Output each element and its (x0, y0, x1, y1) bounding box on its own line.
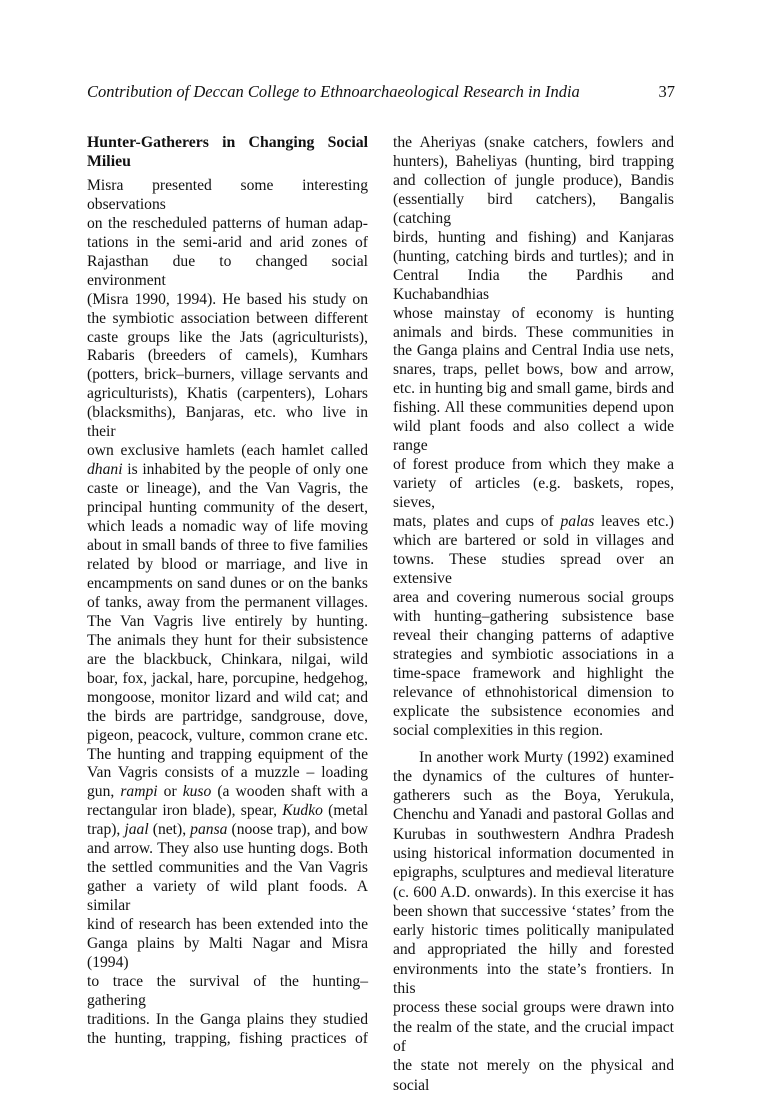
text-line: own exclusive hamlets (each hamlet called (87, 442, 368, 460)
text-line: mongoose, monitor lizard and wild cat; and (87, 688, 368, 706)
text-line: (hunting, catching birds and turtles); and in (393, 247, 674, 265)
text-line: the Ganga plains and Central India use nets, (393, 342, 674, 360)
text-line: principal hunting community of the desert, (87, 499, 368, 517)
text-line: been shown that successive ‘states’ from the (393, 902, 674, 920)
text-line: rectangular iron blade), spear, Kudko (metal (87, 802, 368, 820)
text-line: (c. 600 A.D. onwards). In this exercise it has (393, 883, 674, 901)
text-line: environments into the state’s frontiers. In this (393, 960, 674, 998)
text-line: social complexities in this region. (393, 721, 604, 739)
section-heading-line: Milieu (87, 152, 131, 170)
text-line: whose mainstay of economy is hunting (393, 304, 674, 322)
text-line: Central India the Pardhis and Kuchabandhias (393, 266, 674, 303)
text-line: gun, rampi or kuso (a wooden shaft with a (87, 783, 368, 801)
text-line: variety of articles (e.g. baskets, ropes, sieves, (393, 475, 674, 512)
text-line: the Aheriyas (snake catchers, fowlers and (393, 134, 674, 151)
text-line: (potters, brick–burners, village servants and (87, 366, 368, 384)
text-line: and collection of jungle produce), Bandis (393, 171, 674, 189)
text-line: snares, traps, pellet bows, bow and arrow, (393, 361, 674, 379)
text-line: kind of research has been extended into the (87, 916, 368, 934)
text-line: of forest produce from which they make a (393, 456, 674, 474)
text-line: wild plant foods and also collect a wide range (393, 418, 674, 455)
text-line: strategies and symbiotic associations in a (393, 645, 674, 663)
text-line: gather a variety of wild plant foods. A similar (87, 878, 368, 915)
text-line: which leads a nomadic way of life moving (87, 518, 368, 536)
text-line: mats, plates and cups of palas leaves etc.) (393, 513, 674, 531)
text-line: boar, fox, jackal, hare, porcupine, hedgehog, (87, 669, 368, 687)
text-line: about in small bands of three to five families (87, 537, 368, 555)
text-line: (Misra 1990, 1994). He based his study on (87, 290, 368, 308)
text-line: the state not merely on the physical and social (393, 1057, 674, 1094)
text-line: which are bartered or sold in villages and (393, 532, 674, 550)
text-line: pigeon, peacock, vulture, common crane etc. (87, 726, 368, 744)
running-title: Contribution of Deccan College to Ethnoarchaeological Research in India (87, 82, 580, 101)
page-number: 37 (658, 82, 675, 101)
text-line: The animals they hunt for their subsistence (87, 631, 368, 649)
text-line: traditions. In the Ganga plains they studied (87, 1010, 368, 1028)
text-line: explicate the subsistence economies and (393, 702, 674, 720)
text-line: using historical information documented in (393, 844, 674, 862)
text-line: animals and birds. These communities in (393, 323, 674, 341)
text-line: towns. These studies spread over an extensive (393, 550, 674, 587)
text-line: the hunting, trapping, fishing practices of (87, 1029, 368, 1047)
text-line: area and covering numerous social groups (393, 588, 674, 606)
text-line: (blacksmiths), Banjaras, etc. who live in their (87, 404, 368, 441)
text-line: caste or lineage), and the Van Vagris, the (87, 480, 368, 498)
text-line: to trace the survival of the hunting–gathering (87, 972, 368, 1009)
text-line: etc. in hunting big and small game, birds and (393, 380, 674, 398)
text-line: Chenchu and Yanadi and pastoral Gollas and (393, 806, 674, 824)
text-line: time-space framework and highlight the (393, 664, 674, 682)
text-line: birds, hunting and fishing) and Kanjaras (393, 228, 674, 246)
text-line: the dynamics of the cultures of hunter- (393, 767, 674, 785)
text-line: with hunting–gathering subsistence base (393, 607, 674, 625)
text-line: Van Vagris consists of a muzzle – loading (87, 764, 368, 782)
text-line: are the blackbuck, Chinkara, nilgai, wild (87, 650, 368, 668)
text-line: relevance of ethnohistorical dimension to (393, 683, 674, 701)
text-line: encampments on sand dunes or on the banks (87, 574, 368, 592)
text-line: Rabaris (breeders of camels), Kumhars (87, 347, 368, 365)
text-line: reveal their changing patterns of adaptive (393, 626, 674, 644)
left-column (87, 134, 368, 1049)
text-line: agriculturists), Khatis (carpenters), Lohars (87, 385, 368, 403)
text-line: Misra presented some interesting observations (87, 176, 368, 213)
text-line: the settled communities and the Van Vagris (87, 859, 368, 877)
paragraph (87, 177, 368, 1049)
text-line: fishing. All these communities depend upon (393, 399, 674, 417)
text-line: and appropriated the hilly and forested (393, 941, 674, 959)
section-heading-line: Hunter-Gatherers in Changing Social (87, 134, 368, 151)
paragraph (393, 748, 674, 1095)
text-line: hunters), Baheliyas (hunting, bird trapping (393, 152, 674, 170)
text-line: (essentially bird catchers), Bangalis (catching (393, 190, 674, 227)
text-line: early historic times politically manipulated (393, 922, 674, 940)
text-line: the realm of the state, and the crucial impact of (393, 1018, 674, 1055)
text-line: on the rescheduled patterns of human adap- (87, 214, 368, 232)
text-line: trap), jaal (net), pansa (noose trap), and bow (87, 821, 369, 839)
text-line: caste groups like the Jats (agriculturists), (87, 328, 368, 346)
text-line: process these social groups were drawn into (393, 999, 674, 1017)
paragraph (393, 134, 674, 741)
text-line: epigraphs, sculptures and medieval literature (393, 864, 674, 882)
right-column (393, 134, 674, 1095)
text-line: The hunting and trapping equipment of the (87, 745, 368, 763)
text-line: In another work Murty (1992) examined (419, 748, 674, 766)
text-line: of tanks, away from the permanent villages. (87, 593, 368, 611)
text-line: Ganga plains by Malti Nagar and Misra (1994) (87, 935, 368, 971)
text-line: dhani is inhabited by the people of only one (87, 461, 368, 479)
text-line: the birds are partridge, sandgrouse, dove, (87, 707, 368, 725)
text-line: and arrow. They also use hunting dogs. Both (87, 840, 368, 858)
text-line: gatherers such as the Boya, Yerukula, (393, 787, 674, 805)
text-line: the symbiotic association between different (87, 309, 368, 327)
text-line: The Van Vagris live entirely by hunting. (87, 612, 368, 630)
text-line: related by blood or marriage, and live in (87, 555, 368, 573)
text-line: Kurubas in southwestern Andhra Pradesh (393, 825, 674, 843)
text-line: tations in the semi-arid and arid zones of (87, 233, 368, 251)
text-line: Rajasthan due to changed social environment (87, 252, 368, 289)
